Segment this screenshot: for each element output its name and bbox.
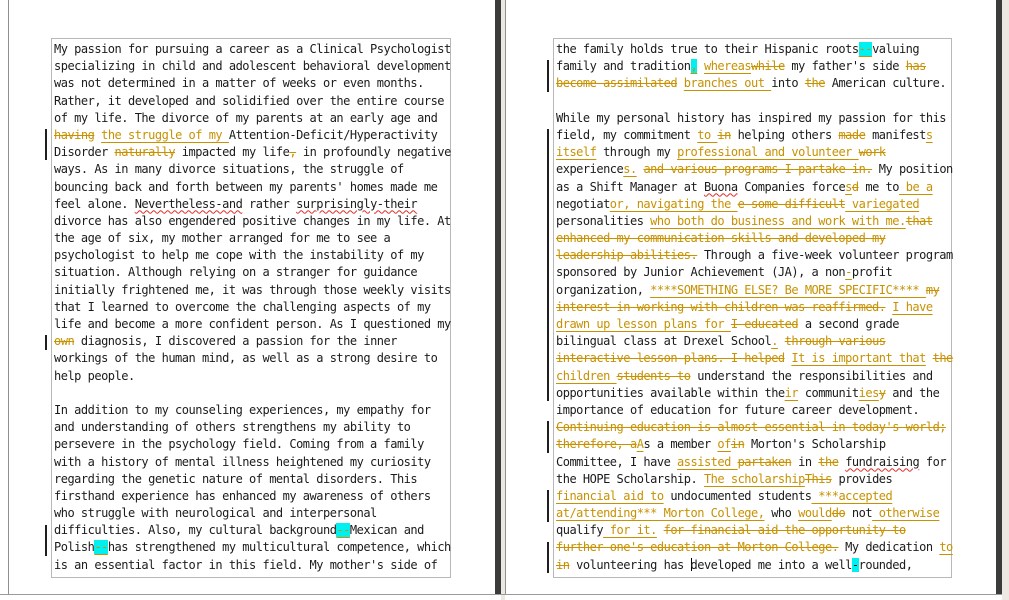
document-text-line [556,247,951,264]
deleted-text-run: leadership abilities. [556,248,698,263]
document-text-line [556,402,951,419]
text-run: difficulties. Also, my cultural background [54,523,337,538]
text-run: bouncing back and forth between my parents' homes made me [54,179,438,194]
text-run: manifest [865,127,926,142]
inserted-text-run: who both do business and work with me. [650,213,906,228]
text-run: My passion for pursuing a career as a Clinical Psychologist [54,42,451,56]
text-run: psychologist to help me cope with the instability of my [54,248,424,263]
document-text-line [54,41,450,58]
deleted-text-run: This [804,471,832,486]
highlighted-inserted-text-run: -- [858,42,873,56]
document-text-line [54,93,450,110]
tracked-change-bar [547,421,549,452]
deleted-text-run: while [751,59,785,74]
text-run: the age of six, my mother arranged for me to see a [54,231,391,246]
document-text-line [556,75,951,92]
text-run: family and tradition [556,59,691,74]
text-run: feel alone. [54,196,135,211]
document-text-line [54,350,450,367]
document-text-line [54,333,450,350]
text-run: the HOPE Scholarship. [556,471,704,486]
document-text-line [556,41,951,58]
inserted-text-run: The scholarship [703,471,805,486]
text-run: rounded, [858,557,913,572]
deleted-text-run: become assimilated [556,76,678,91]
document-text-line [54,58,450,75]
text-run: Through a five-week volunteer program [697,248,953,263]
text-frame-page-1[interactable] [51,38,451,578]
document-text-line [556,385,951,402]
document-text-line [54,488,450,505]
document-text-line [556,144,951,161]
tracked-change-bar [547,60,549,91]
highlighted-inserted-text-run: , [690,59,698,74]
text-run: and understanding of others strengthens my ability to [54,420,411,435]
text-run: impacted my life [175,145,290,160]
text-run: While my personal history has inspired my passion for this [556,110,947,125]
document-text-line [54,110,450,127]
document-text-line [556,110,951,127]
canvas-gap-between-pages [501,0,505,600]
text-run: experience [556,162,624,177]
text-run: personalities [556,213,651,228]
tracked-change-bar [45,129,47,160]
misspelled-word-run: Nevertheless-and [134,196,243,211]
inserted-text-run: . [771,334,778,349]
document-text-line [556,522,951,539]
text-run: helping others [730,127,839,142]
text-run: s a member [643,437,718,452]
highlighted-inserted-text-run: -- [336,523,350,538]
document-text-line [556,93,951,110]
deleted-text-run: further one's education at Morton College. [556,540,839,555]
text-run: initially frightened me, it was through those weekly visits [54,282,451,297]
text-run [677,76,684,90]
inserted-text-run: to [697,127,718,142]
document-text-line [54,368,450,385]
deleted-text-run: I educated [730,317,799,331]
document-text-line [54,402,450,419]
text-run: opportunities available within the [556,385,785,400]
inserted-text-run: be a [899,179,933,194]
deleted-text-run: and various programs I partake in. [643,162,873,177]
document-text-line [54,161,450,178]
document-text-line [556,179,951,196]
document-text-line [54,264,450,281]
text-run: sponsored by Junior Achievement (JA), a non [556,265,846,280]
inserted-text-run: branches out [683,76,772,91]
document-text-line [54,213,450,230]
text-run: specializing in child and adolescent behavioral development [54,59,451,74]
text-run: profit [851,265,893,280]
text-run: who struggle with neurological and interpersonal [54,506,377,521]
text-run: organization, [556,282,651,297]
document-text-line [556,127,951,144]
text-run: negotiat [556,196,610,211]
text-run: through my [596,145,678,160]
inserted-text-run: for it. [603,523,657,538]
deleted-text-run: y [878,385,886,400]
text-run: persevere in the psychology field. Coming from a family [54,437,424,452]
document-text-line [556,557,951,574]
inserted-text-run: ir [784,385,799,400]
document-text-line [54,419,450,436]
document-text-line [556,539,951,556]
text-run: for [919,454,947,469]
text-run: valuing [872,42,920,56]
text-run: ways. As in many divorce situations, the struggle of [54,162,404,177]
text-run: Attention-Deficit/Hyperactivity [228,127,438,142]
deleted-text-run: e some difficult [737,196,846,211]
text-run: regarding the genetic nature of mental disorders. This [54,471,418,486]
document-text-line [556,230,951,247]
inserted-text-run: s [845,179,852,194]
text-run: not [845,506,873,521]
text-run: developed me into a well [690,557,852,572]
misspelled-word-run: surprisingly-their [296,196,418,211]
inserted-text-run: It is important that [791,351,926,366]
document-text-line [556,161,951,178]
text-run: with a history of mental illness heightened my curiosity [54,454,431,469]
document-text-line [556,333,951,350]
text-run: my father's side [784,59,906,74]
text-run: provides [831,471,893,486]
document-text-line [54,316,450,333]
document-text-line [556,436,951,453]
inserted-text-run: drawn up lesson plans for [556,317,731,331]
text-run: into [771,76,805,91]
document-text-line [54,247,450,264]
document-page-1 [8,0,496,594]
document-text-line [54,127,450,144]
inserted-text-run: - [845,265,852,280]
inserted-text-run: professional and volunteer [677,145,859,160]
text-run: who [764,506,799,521]
deleted-text-run: made [838,127,866,142]
document-text-line [556,419,951,436]
document-text-line [54,436,450,453]
document-text-line [54,282,450,299]
inserted-text-run: s [925,127,933,142]
document-text-line [54,299,450,316]
deleted-text-run: having [54,127,95,142]
document-text-line [556,196,951,213]
highlighted-text-run: - [851,557,859,572]
tracked-change-bar [547,129,549,401]
document-text-line [54,196,450,213]
document-text-line [54,144,450,161]
text-run: In addition to my counseling experiences, my empathy for [54,402,431,417]
inserted-text-run: variegated [845,196,920,211]
deleted-text-run: my [925,282,940,297]
text-run: life and become a more confident person. As I questioned my [54,317,451,331]
page-bottom-boundary [0,594,1002,595]
inserted-text-run: or, navigating the [609,196,738,211]
inserted-text-run: would [798,506,832,521]
text-run: situation. Although relying on a stranger for guidance [54,265,418,280]
highlighted-inserted-text-run: -- [94,540,108,555]
document-text-line [556,505,951,522]
text-run [657,523,664,537]
deleted-text-run: in [556,557,570,572]
deleted-text-run: the [804,76,826,91]
deleted-text-run: naturally [114,145,176,160]
text-run: Rather, it developed and solidified over the entire course [54,93,445,108]
text-run: me to [858,179,899,194]
document-text-line [54,454,450,471]
inserted-text-run: to [939,540,953,555]
document-text-line [556,488,951,505]
text-run: is an essential factor in this field. My mother's side of [54,557,438,572]
text-run: in [791,454,819,469]
document-text-line [556,299,951,316]
document-text-line [556,264,951,281]
text-run: importance of education for future career development. [556,402,920,417]
text-run [778,334,785,348]
document-text-line [54,471,450,488]
document-text-line [556,282,951,299]
text-run: as a Shift Manager at [556,179,704,194]
text-run: Morton's Scholarship [744,437,886,452]
document-text-line [54,230,450,247]
text-run: diagnosis, I discovered a passion for the inner [74,334,397,349]
inserted-text-run: otherwise [872,506,940,521]
misspelled-word-run: fundraising [845,454,920,469]
text-run: that I learned to overcome the challenging aspects of my [54,299,431,314]
canvas-right-margin [1002,0,1009,600]
text-frame-page-2[interactable] [553,38,952,578]
text-run: Mexican and [349,523,424,538]
document-text-line [54,385,450,402]
tracked-change-bar [45,335,47,349]
inserted-text-run: ****SOMETHING ELSE? Be MORE SPECIFIC**** [650,282,926,297]
text-run: My position [872,162,953,177]
inserted-text-run: at/attending*** Morton College, [556,506,765,521]
deleted-text-run: the [818,454,839,469]
deleted-text-run: interactive lesson plans. I helped [556,351,785,366]
deleted-text-run: enhanced my communication skills and developed my [556,231,886,246]
deleted-text-run: in [717,127,731,142]
text-run: the family holds true to their Hispanic roots [556,42,859,56]
text-run: was not determined in a matter of weeks or even months. [54,76,424,91]
inserted-text-run: A [636,437,644,452]
document-text-line [54,522,450,539]
text-run: workings of the human mind, as well as a strong desire to [54,351,438,366]
text-run: Companies force [737,179,846,194]
deleted-text-run: Continuing education is almost essential in today's world; [556,420,947,435]
tracked-change-bar [45,525,47,556]
text-run: Polish [54,540,95,555]
inserted-text-run: ***accepted [811,488,893,503]
tracked-change-bar [547,490,549,521]
document-text-line [54,557,450,574]
text-run: has strengthened my multicultural competence, which [107,540,451,555]
misspelled-word-run: Buona [703,179,738,194]
document-text-line [556,213,951,230]
deleted-text-run: own [54,334,75,349]
text-run: volunteering has [569,557,691,572]
text-run: rather [242,196,297,211]
text-run: help people. [54,368,135,383]
text-run: and the [885,385,940,400]
text-run: firsthand experience has enhanced my awareness of others [54,488,431,503]
document-text-line [54,505,450,522]
deleted-text-run: d [851,179,859,194]
deleted-text-run: for financial aid the opportunity to [663,523,906,538]
text-run: undocumented students [663,488,812,503]
inserted-text-run: of [717,437,731,452]
text-run: field, my commitment [556,127,698,142]
deleted-text-run: therefore, a [556,437,637,452]
tracked-change-bar [547,542,549,573]
inserted-text-run: assisted [677,454,738,469]
document-text-line [556,454,951,471]
document-text-line [556,350,951,367]
inserted-text-run: the struggle of my [101,127,229,142]
text-run: a second grade [798,317,899,331]
document-text-line [556,58,951,75]
deleted-text-run: do [831,506,846,521]
deleted-text-run: students to [616,368,691,383]
text-run: understand the responsibilities and [690,368,933,383]
text-run [697,59,704,73]
text-run: of my life. The divorce of my parents at an early age and [54,110,438,125]
text-run: bilingual class at Drexel School [556,334,772,349]
document-text-line [556,368,951,385]
deleted-text-run: that [905,213,933,228]
deleted-text-run: , [289,145,297,160]
deleted-text-run: the [932,351,953,366]
text-run: in profoundly negative [296,145,451,160]
inserted-text-run: whereas [703,59,752,74]
inserted-text-run: children [556,368,617,383]
deleted-text-run: through various [784,334,886,349]
document-page-2 [505,0,998,594]
deleted-text-run: in [730,437,745,452]
text-run: Disorder [54,145,115,160]
inserted-text-run: itself [556,145,597,160]
document-text-line [54,539,450,556]
text-run [926,351,933,365]
inserted-text-run: s. [623,162,637,177]
text-run: American culture. [825,76,947,91]
inserted-text-run: ies [858,385,879,400]
text-run: Committee, I have [556,454,678,469]
deleted-text-run: has [905,59,926,74]
document-text-line [556,471,951,488]
document-text-line [556,316,951,333]
inserted-text-run: I have [892,299,933,314]
document-text-line [54,75,450,92]
text-run: qualify [556,523,604,538]
text-run: communit [798,385,859,400]
document-text-line [54,179,450,196]
inserted-text-run: financial aid to [556,488,664,503]
deleted-text-run: interest in working with children was reaffirmed. [556,299,886,314]
text-run: My dedication [838,540,940,555]
deleted-text-run: partaken [737,454,792,469]
deleted-text-run: work [858,145,886,160]
text-run: divorce has also engendered positive changes in my life. At [54,213,451,228]
